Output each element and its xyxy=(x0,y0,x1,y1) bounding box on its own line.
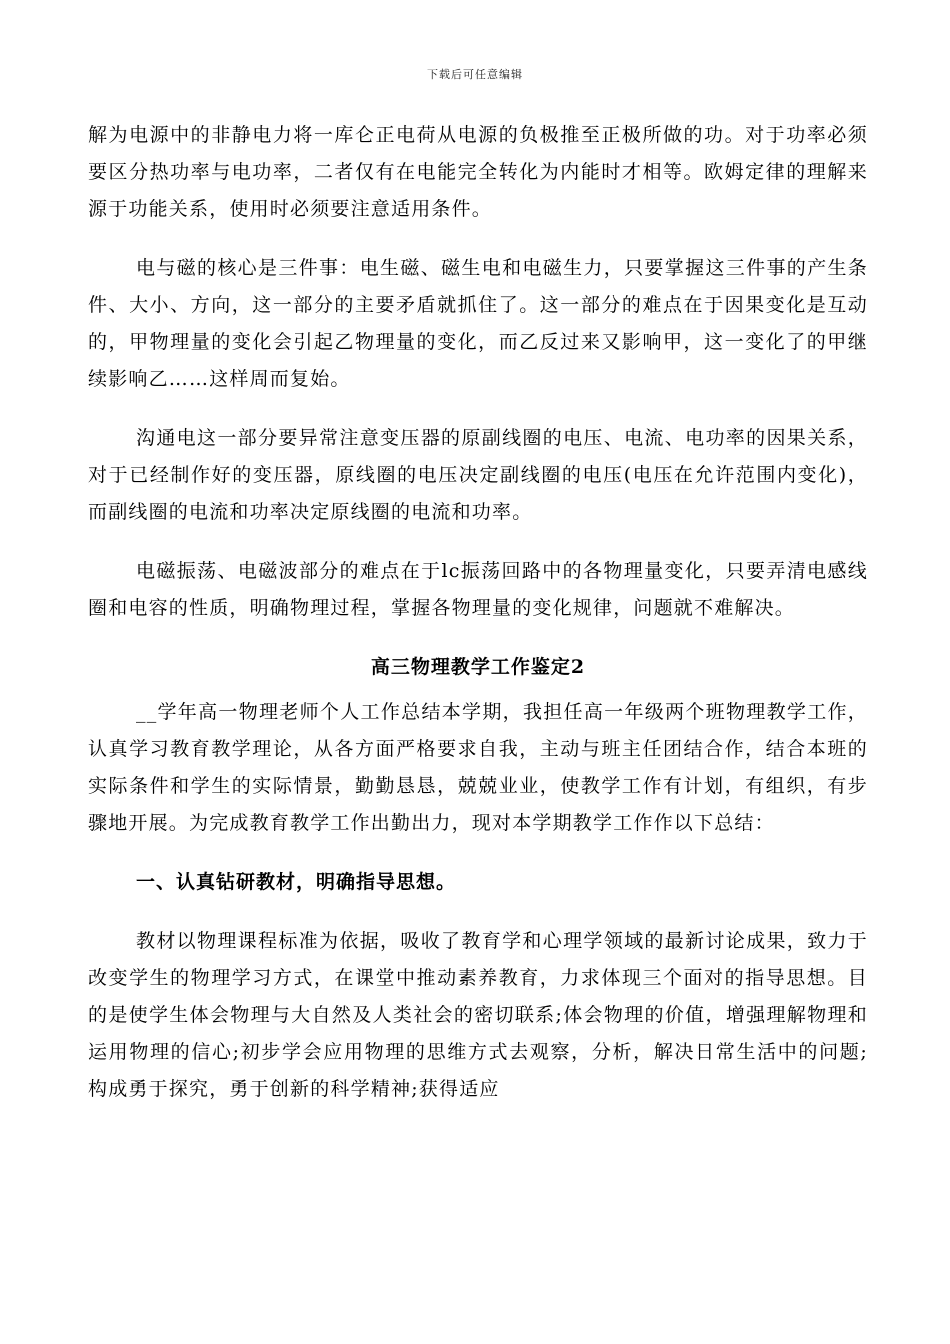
subsection-heading: 一、认真钻研教材，明确指导思想。 xyxy=(136,871,457,893)
section-intro-paragraph: __学年高一物理老师个人工作总结本学期，我担任高一年级两个班物理教学工作，认真学习教育教学理论，从各方面严格要求自我，主动与班主任团结合作，结合本班的实际条件和学生的实际情景，勤勤恳恳，兢兢业业，使教学工作有计划，有组织，有步骤地开展。为完成教育教学工作出勤出力，现对本学期教学工作作以下总结： xyxy=(88,701,868,834)
paragraph-gap xyxy=(88,627,868,649)
paragraph-gap xyxy=(88,228,868,250)
paragraph-gap xyxy=(88,901,868,923)
paragraph-electromagnetism: 电与磁的核心是三件事：电生磁、磁生电和电磁生力，只要掌握这三件事的产生条件、大小、方向，这一部分的主要矛盾就抓住了。这一部分的难点在于因果变化是互动的，甲物理量的变化会引起乙物理量的变化，而乙反过来又影响甲，这一变化了的甲继续影响乙……这样周而复始。 xyxy=(88,257,868,390)
paragraph-power-definition: 解为电源中的非静电力将一库仑正电荷从电源的负极推至正极所做的功。对于功率必须要区分热功率与电功率，二者仅有在电能完全转化为内能时才相等。欧姆定律的理解来源于功能关系，使用时必须要注意适用条件。 xyxy=(88,124,868,220)
paragraph-gap xyxy=(88,531,868,553)
paragraph-oscillation: 电磁振荡、电磁波部分的难点在于lc振荡回路中的各物理量变化，只要弄清电感线圈和电容的性质，明确物理过程，掌握各物理量的变化规律，问题就不难解决。 xyxy=(88,560,868,619)
subsection-body-paragraph: 教材以物理课程标准为依据，吸收了教育学和心理学领域的最新讨论成果，致力于改变学生的物理学习方式，在课堂中推动素养教育，力求体现三个面对的指导思想。目的是使学生体会物理与大自然及人类社会的密切联系;体会物理的价值，增强理解物理和运用物理的信心;初步学会应用物理的思维方式去观察，分析，解决日常生活中的问题;构成勇于探究，勇于创新的科学精神;获得适应 xyxy=(88,930,868,1100)
paragraph-gap xyxy=(88,842,868,864)
header-note: 下载后可任意编辑 xyxy=(427,68,523,81)
paragraph-transformer: 沟通电这一部分要异常注意变压器的原副线圈的电压、电流、电功率的因果关系，对于已经制作好的变压器，原线圈的电压决定副线圈的电压(电压在允许范围内变化)，而副线圈的电流和功率决定原线圈的电流和功率。 xyxy=(88,427,868,523)
document-body xyxy=(88,117,868,1108)
paragraph-gap xyxy=(88,398,868,420)
section-title: 高三物理教学工作鉴定2 xyxy=(370,656,586,678)
paragraph-gap xyxy=(88,686,868,694)
